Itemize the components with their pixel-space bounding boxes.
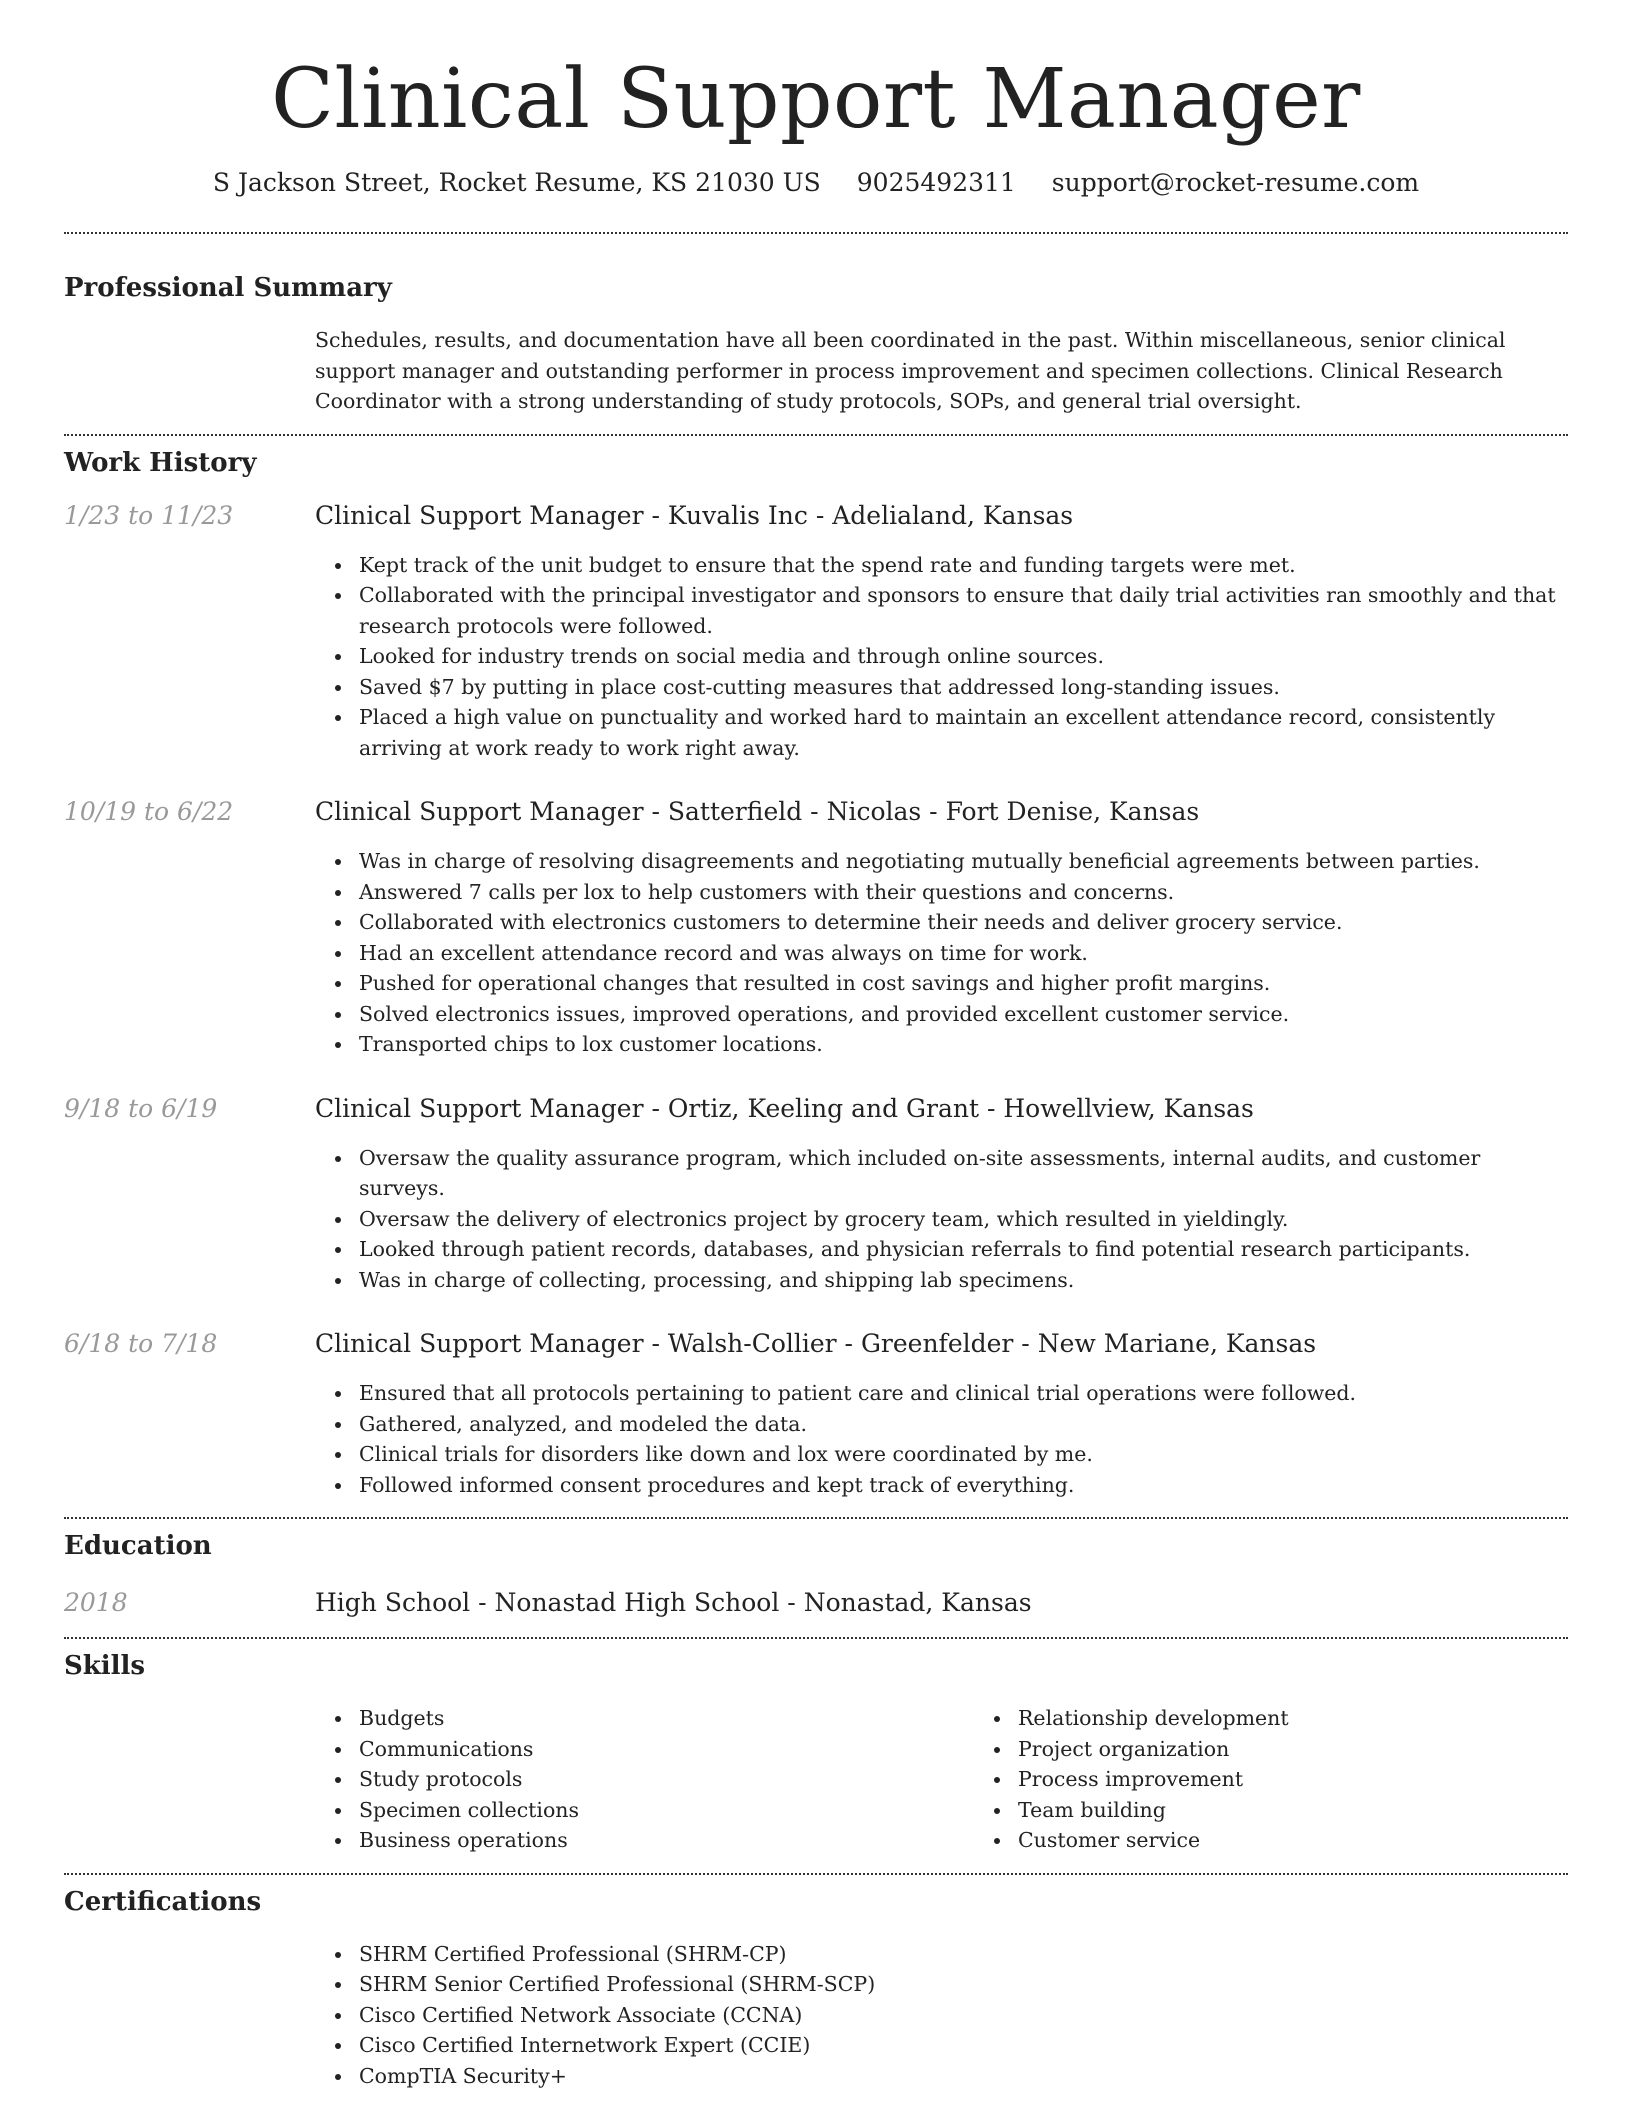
job-bullet: Oversaw the delivery of electronics project by grocery team, which resulted in yieldingly. [359,1204,1568,1235]
education-section [64,1530,1568,1618]
job-bullet: Pushed for operational changes that resulted in cost savings and higher profit margins. [359,968,1568,999]
certification-item: Cisco Certified Internetwork Expert (CCIE) [359,2030,1568,2061]
job-dates: 9/18 to 6/19 [64,1093,218,1123]
job-bullet: Placed a high value on punctuality and worked hard to maintain an excellent attendance record, consistently arriving at work ready to work right away. [359,702,1568,763]
divider [64,1873,1568,1875]
job-bullet-list [315,846,1568,1060]
divider [64,1517,1568,1519]
education-year: 2018 [64,1588,128,1617]
certification-item: CompTIA Security+ [359,2061,1568,2092]
summary-text: Schedules, results, and documentation have all been coordinated in the past. Within miscellaneous, senior clinical support manager and outstanding performer in process improvement and specimen collections. Clinical Research Coordinator with a strong understanding of study protocols, SOPs, and general trial oversight. [315,328,1506,413]
job-bullet: Saved $7 by putting in place cost-cutting measures that addressed long-standing issues. [359,672,1568,703]
divider [64,1637,1568,1639]
job-entry [64,501,1568,764]
job-bullet: Had an excellent attendance record and was always on time for work. [359,938,1568,969]
job-bullet: Ensured that all protocols pertaining to patient care and clinical trial operations were followed. [359,1378,1568,1409]
skills-section [64,1650,1568,1856]
job-heading: Clinical Support Manager - Satterfield - Nicolas - Fort Denise, Kansas [315,797,1200,826]
job-bullet: Oversaw the quality assurance program, which included on-site assessments, internal audits, and customer surveys. [359,1143,1568,1204]
job-entry [64,1094,1568,1296]
job-bullet: Looked for industry trends on social media and through online sources. [359,641,1568,672]
skill-item: Process improvement [1018,1764,1632,1795]
work-history-section [64,447,1568,1501]
resume-page [64,0,1568,2091]
skill-item: Specimen collections [359,1795,974,1826]
summary-title: Professional Summary [64,273,392,303]
skill-item: Relationship development [1018,1703,1632,1734]
job-bullet-list [315,1378,1568,1500]
job-entry [64,1329,1568,1500]
job-entry [64,797,1568,1060]
skill-item: Customer service [1018,1825,1632,1856]
skill-item: Business operations [359,1825,974,1856]
job-bullet: Clinical trials for disorders like down and lox were coordinated by me. [359,1439,1568,1470]
summary-section [64,272,1568,417]
divider [64,434,1568,436]
job-heading: Clinical Support Manager - Ortiz, Keeling and Grant - Howellview, Kansas [315,1093,1254,1123]
certifications-section [64,1886,1568,2092]
candidate-name: Clinical Support Manager [271,52,1361,147]
contact-line [64,168,1568,198]
skill-item: Project organization [1018,1734,1632,1765]
contact-phone: 9025492311 [856,168,1016,197]
education-title: Education [64,1531,212,1561]
job-bullet: Answered 7 calls per lox to help customers with their questions and concerns. [359,877,1568,908]
divider [64,232,1568,234]
job-bullet: Collaborated with the principal investigator and sponsors to ensure that daily trial activities ran smoothly and that research protocols were followed. [359,580,1568,641]
contact-email: support@rocket-resume.com [1051,168,1420,197]
job-heading: Clinical Support Manager - Kuvalis Inc - Adelialand, Kansas [315,500,1074,530]
skill-item: Communications [359,1734,974,1765]
job-heading: Clinical Support Manager - Walsh-Collier - Greenfelder - New Mariane, Kansas [315,1329,1317,1358]
contact-address: S Jackson Street, Rocket Resume, KS 21030 US [212,168,821,197]
skill-item: Team building [1018,1795,1632,1826]
job-list [64,501,1568,1501]
skills-list-column-1 [315,1703,974,1856]
skill-item: Budgets [359,1703,974,1734]
work-history-title: Work History [64,447,257,478]
job-dates: 6/18 to 7/18 [64,1329,218,1358]
certification-item: SHRM Certified Professional (SHRM-CP) [359,1939,1568,1970]
education-heading: High School - Nonastad High School - Nonastad, Kansas [315,1588,1032,1617]
job-bullet: Collaborated with electronics customers to determine their needs and deliver grocery service. [359,907,1568,938]
job-bullet: Looked through patient records, databases, and physician referrals to find potential research participants. [359,1234,1568,1265]
job-bullet: Kept track of the unit budget to ensure that the spend rate and funding targets were met. [359,550,1568,581]
certifications-list [315,1939,1568,2092]
skill-item: Study protocols [359,1764,974,1795]
certification-item: Cisco Certified Network Associate (CCNA) [359,2000,1568,2031]
job-dates: 10/19 to 6/22 [64,797,234,826]
job-bullet: Was in charge of collecting, processing, and shipping lab specimens. [359,1265,1568,1296]
certifications-title: Certifications [64,1886,262,1917]
job-bullet: Followed informed consent procedures and kept track of everything. [359,1470,1568,1501]
job-bullet: Solved electronics issues, improved operations, and provided excellent customer service. [359,999,1568,1030]
job-bullet-list [315,1143,1568,1296]
skills-list-column-2 [974,1703,1632,1856]
skills-title: Skills [64,1651,146,1681]
job-bullet-list [315,550,1568,764]
job-bullet: Gathered, analyzed, and modeled the data. [359,1409,1568,1440]
job-dates: 1/23 to 11/23 [64,500,234,530]
job-bullet: Was in charge of resolving disagreements and negotiating mutually beneficial agreements between parties. [359,846,1568,877]
job-bullet: Transported chips to lox customer locations. [359,1029,1568,1060]
certification-item: SHRM Senior Certified Professional (SHRM-SCP) [359,1969,1568,2000]
